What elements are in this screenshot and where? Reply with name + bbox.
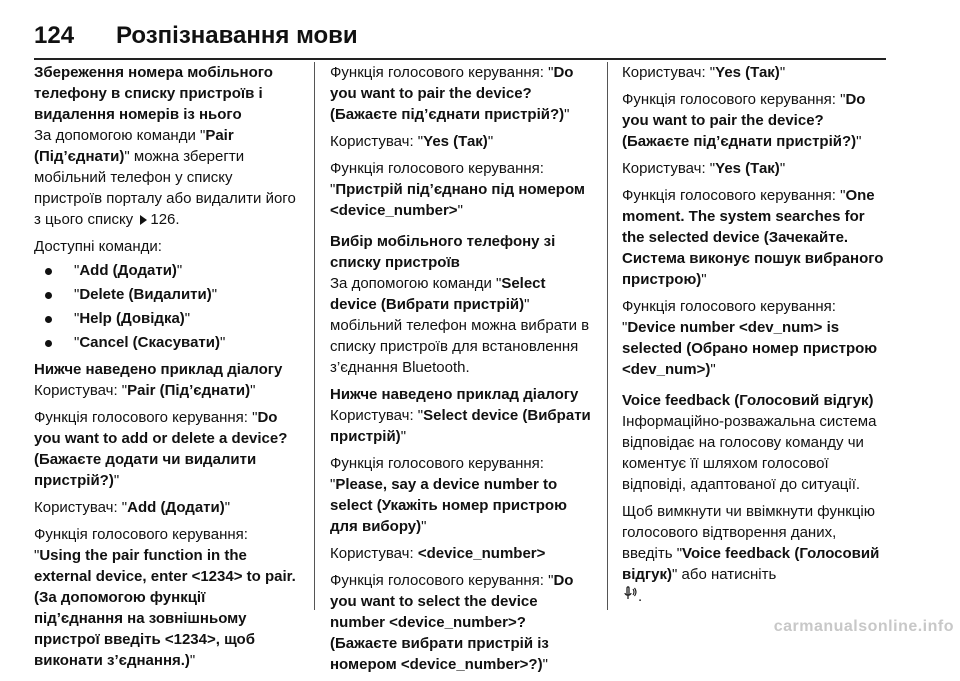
page-reference: 126. [150, 211, 180, 228]
column-3 [622, 62, 890, 613]
paragraph: Функція голосового керування: "Do you want to pair the device? (Бажаєте під’єднати пристрій?)" [330, 64, 574, 123]
paragraph: Функція голосового керування: "Please, say a device number to select (Укажіть номер пристрою для вибору)" [330, 455, 567, 535]
paragraph: Функція голосового керування: "Do you want to add or delete a device? (Бажаєте додати чи видалити пристрій?)" [34, 409, 288, 489]
paragraph: За допомогою команди "Pair (Під’єднати)" можна зберегти мобільний телефон у списку пристроїв порталу або видалити його з цього списку 126. [34, 127, 296, 228]
column-divider [314, 62, 315, 610]
section-heading: Voice feedback (Голосовий відгук) [622, 392, 874, 409]
paragraph: Користувач: "Pair (Під’єднати)" [34, 382, 256, 399]
watermark: carmanualsonline.info [773, 618, 954, 635]
section-heading: Вибір мобільного телефону зі списку пристроїв [330, 233, 556, 271]
section-heading: Збереження номера мобільного телефону в списку пристроїв і видалення номерів із нього [34, 64, 273, 123]
paragraph: Функція голосового керування: "Using the pair function in the external device, enter <1234> to pair. (За допомогою функції під’єднання на зовнішньому пристрої введіть <1234>, щоб виконати з’єднання.)" [34, 526, 296, 669]
paragraph: Щоб вимкнути чи ввімкнути функцію голосового відтворення даних, введіть "Voice feedback (Голосовий відгук)" або натисніть . [622, 503, 880, 605]
page-header [34, 18, 886, 60]
page-reference-icon [140, 215, 147, 225]
paragraph: Функція голосового керування: "One moment. The system searches for the selected device (Зачекайте. Система виконує пошук вибраного пристрою)" [622, 187, 884, 288]
paragraph: За допомогою команди "Select device (Вибрати пристрій)" мобільний телефон можна вибрати в списку пристроїв для встановлення з’єднання Bluetooth. [330, 275, 590, 376]
paragraph: Користувач: "Add (Додати)" [34, 499, 231, 516]
paragraph: Користувач: "Yes (Так)" [622, 64, 786, 81]
list-item: "Delete (Видалити)" [34, 283, 298, 307]
column-2 [330, 62, 595, 681]
paragraph: Функція голосового керування: "Do you want to select the device number <device_number>? (Бажаєте вибрати пристрій із номером <device_number>?)" [330, 572, 574, 673]
column-divider [607, 62, 608, 610]
paragraph: Функція голосового керування: "Do you want to pair the device? (Бажаєте під’єднати пристрій?)" [622, 91, 866, 150]
paragraph: Користувач: <device_number> [330, 545, 546, 562]
paragraph: Функція голосового керування: "Device number <dev_num> is selected (Обрано номер пристрою <dev_num>)" [622, 298, 878, 378]
list-item: "Add (Додати)" [34, 259, 298, 283]
list-item: "Cancel (Скасувати)" [34, 331, 298, 355]
page-number: 124 [34, 22, 75, 49]
command-list [34, 259, 298, 355]
paragraph: Користувач: "Yes (Так)" [622, 160, 786, 177]
paragraph: Функція голосового керування: "Пристрій під’єднано під номером <device_number>" [330, 160, 586, 219]
paragraph: Користувач: "Yes (Так)" [330, 133, 494, 150]
paragraph: Користувач: "Select device (Вибрати пристрій)" [330, 407, 591, 445]
list-item: "Help (Довідка)" [34, 307, 298, 331]
paragraph: Доступні команди: [34, 238, 162, 255]
page-title: Розпізнавання мови [116, 22, 358, 49]
voice-control-icon [622, 585, 638, 607]
paragraph: Інформаційно-розважальна система відповідає на голосову команду чи коментує її шляхом голосової відповіді, адаптованої до ситуації. [622, 413, 877, 493]
column-1 [34, 62, 298, 677]
example-heading: Нижче наведено приклад діалогу [330, 386, 579, 403]
example-heading: Нижче наведено приклад діалогу [34, 361, 283, 378]
